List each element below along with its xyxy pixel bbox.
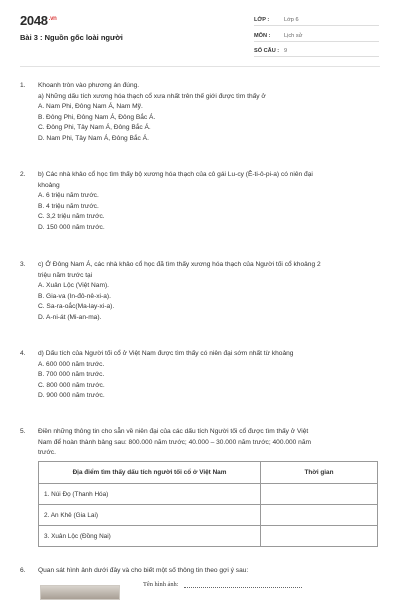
column-header-time: Thời gian	[261, 462, 378, 484]
option-b[interactable]: B. Gia-va (In-đô-nê-xi-a).	[38, 292, 111, 300]
time-answer-cell[interactable]	[261, 505, 378, 526]
site-logo[interactable]	[20, 13, 57, 28]
option-a[interactable]: A. 6 triệu năm trước.	[38, 192, 99, 199]
table-row	[39, 526, 378, 547]
question-text: Điền những thông tin cho sẵn về niên đại của các dấu tích Người tối cổ được tìm thấy ở Việt	[38, 428, 309, 435]
location-cell: 1. Núi Đọ (Thanh Hóa)	[39, 484, 261, 505]
location-cell: 2. An Khê (Gia Lai)	[39, 505, 261, 526]
meta-value: Lớp 6	[284, 17, 299, 23]
meta-class	[254, 14, 379, 26]
question-intro: Khoanh tròn vào phương án đúng.	[38, 82, 140, 89]
question-text-cont: khoảng	[38, 181, 60, 189]
option-c[interactable]: C. Đông Phi, Tây Nam Á, Đông Bắc Á.	[38, 124, 151, 131]
meta-label: LỚP :	[254, 17, 270, 23]
meta-question-count	[254, 45, 379, 57]
lesson-title: Bài 3 : Nguồn gốc loài người	[20, 33, 123, 42]
option-a[interactable]: A. Nam Phi, Đông Nam Á, Nam Mỹ.	[38, 103, 143, 110]
question-number: 6.	[20, 567, 26, 574]
time-answer-cell[interactable]	[261, 484, 378, 505]
location-cell: 3. Xuân Lộc (Đồng Nai)	[39, 526, 261, 547]
question-number: 1.	[20, 82, 26, 89]
question-text: a) Những dấu tích xương hóa thạch cổ xưa nhất trên thế giới được tìm thấy ở	[38, 92, 266, 100]
option-c[interactable]: C. Sa-ra-oắc(Ma-lay-xi-a).	[38, 303, 115, 310]
option-a[interactable]: A. 600 000 năm trước.	[38, 360, 105, 368]
meta-value: Lịch sử	[284, 33, 303, 39]
question-text: d) Dấu tích của Người tối cổ ở Việt Nam được tìm thấy có niên đại sớm nhất từ khoảng	[38, 350, 294, 357]
table-row	[39, 484, 378, 505]
historical-photo	[40, 585, 120, 600]
question-text: c) Ở Đông Nam Á, các nhà khảo cổ học đã tìm thấy xương hóa thạch của Người tối cổ khoảng 2	[38, 261, 321, 268]
option-a[interactable]: A. Xuân Lộc (Việt Nam).	[38, 282, 109, 289]
question-number: 2.	[20, 171, 26, 178]
logo-suffix: .vn	[48, 15, 57, 22]
option-b[interactable]: B. Đông Phi, Đông Nam Á, Đông Bắc Á.	[38, 113, 156, 121]
time-answer-cell[interactable]	[261, 526, 378, 547]
question-number: 5.	[20, 428, 26, 435]
option-d[interactable]: D. Nam Phi, Tây Nam Á, Đông Bắc Á.	[38, 134, 149, 142]
header-divider	[20, 66, 380, 67]
image-name-answer-line[interactable]	[184, 587, 302, 588]
question-number: 3.	[20, 261, 26, 268]
worksheet-header	[0, 0, 400, 66]
option-d[interactable]: D. A-ni-át (Mi-an-ma).	[38, 313, 102, 321]
table-header-row	[39, 462, 378, 484]
question-text: b) Các nhà khảo cổ học tìm thấy bộ xương hóa thạch của cô gái Lu-cy (Ê-ti-ô-pi-a) có niên đại	[38, 171, 313, 178]
fill-in-table	[38, 461, 378, 547]
question-text: Quan sát hình ảnh dưới đây và cho biết một số thông tin theo gợi ý sau:	[38, 567, 249, 574]
table-row	[39, 505, 378, 526]
option-d[interactable]: D. 150 000 năm trước.	[38, 223, 105, 231]
option-c[interactable]: C. 800 000 năm trước.	[38, 381, 105, 389]
column-header-location: Địa điểm tìm thấy dấu tích người tối cổ ở Việt Nam	[39, 462, 261, 484]
meta-value: 9	[284, 48, 288, 54]
question-text-cont: trước.	[38, 449, 56, 456]
image-name-label: Tên hình ảnh:	[143, 581, 179, 588]
question-number: 4.	[20, 350, 26, 357]
logo-text: 2048	[20, 13, 48, 28]
option-b[interactable]: B. 700 000 năm trước.	[38, 371, 105, 378]
option-b[interactable]: B. 4 triệu năm trước.	[38, 202, 99, 210]
option-d[interactable]: D. 900 000 năm trước.	[38, 392, 105, 399]
question-text-cont: Nam để hoàn thành bảng sau: 800.000 năm trước; 40.000 – 30.000 năm trước; 400.000 năm	[38, 438, 311, 446]
question-text-cont: triệu năm trước tại	[38, 271, 93, 279]
option-c[interactable]: C. 3,2 triệu năm trước.	[38, 213, 105, 220]
meta-label: MÔN :	[254, 33, 271, 39]
meta-subject	[254, 30, 379, 42]
meta-label: SỐ CÂU :	[254, 48, 280, 54]
